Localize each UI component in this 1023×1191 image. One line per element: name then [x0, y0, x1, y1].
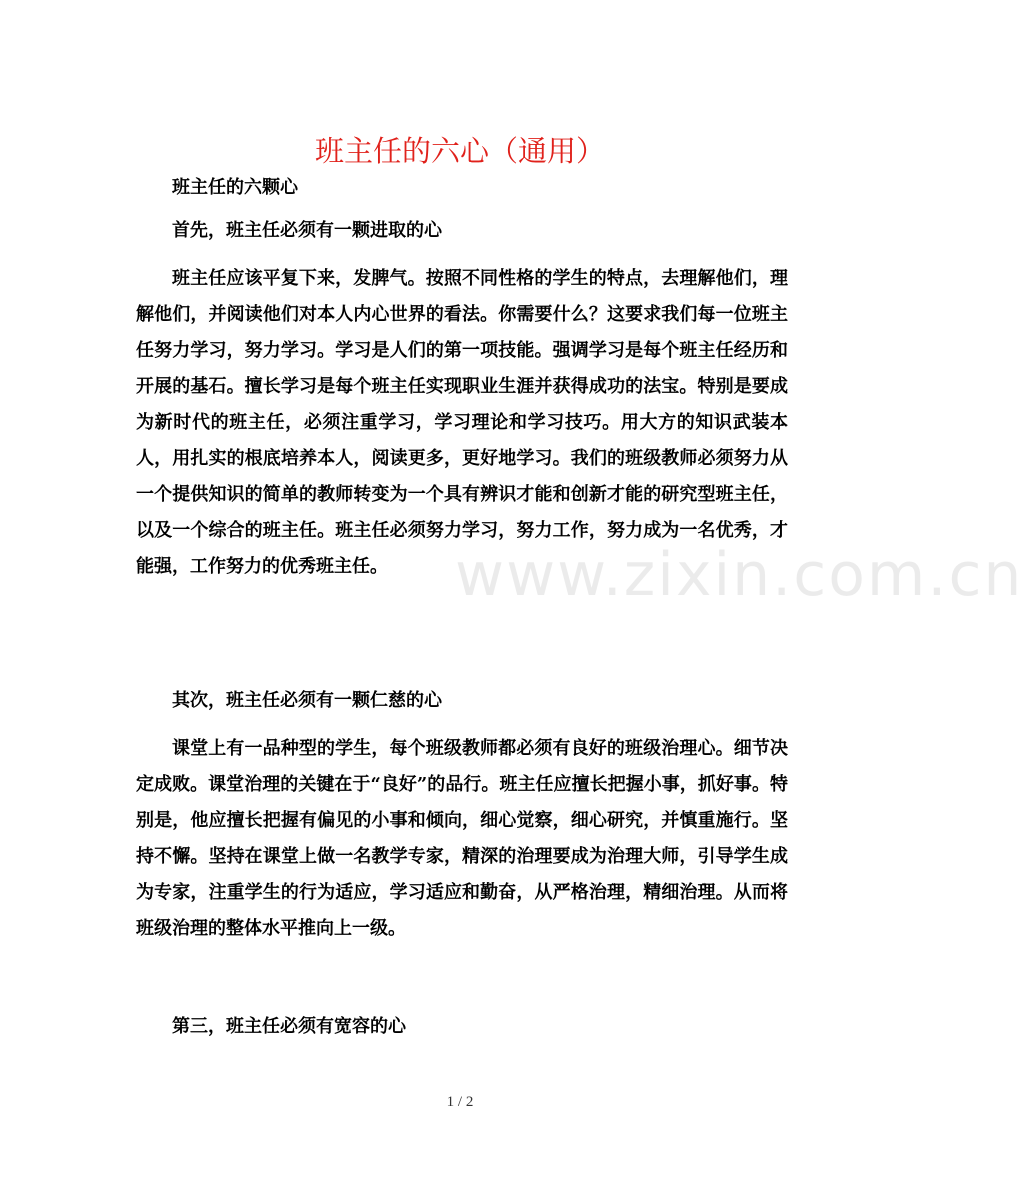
paragraph-heading-six-hearts: 班主任的六颗心 [172, 177, 298, 198]
document-title: 班主任的六心（通用） [314, 134, 605, 169]
paragraph-heading-third: 第三，班主任必须有宽容的心 [172, 1016, 406, 1037]
paragraph-heading-second: 其次，班主任必须有一颗仁慈的心 [172, 690, 442, 711]
watermark-text: www.zixin.com.cn [455, 540, 1023, 610]
paragraph-heading-first: 首先，班主任必须有一颗进取的心 [172, 220, 442, 241]
page-number: 1 / 2 [446, 1094, 474, 1110]
paragraph-body-second: 课堂上有一品种型的学生，每个班级教师都必须有良好的班级治理心。细节决定成败。课堂治理的关键在于“良好”的品行。班主任应擅长把握小事，抓好事。特别是，他应擅长把握有偏见的小事和倾向，细心觉察，细心研究，并慎重施行。坚持不懈。坚持在课堂上做一名教学专家，精深的治理要成为治理大师，引导学生成为专家，注重学生的行为适应，学习适应和勤奋，从严格治理，精细治理。从而将班级治理的整体水平推向上一级。 [136, 738, 788, 939]
paragraph-body-first: 班主任应该平复下来，发脾气。按照不同性格的学生的特点，去理解他们，理解他们，并阅读他们对本人内心世界的看法。你需要什么？这要求我们每一位班主任努力学习，努力学习。学习是人们的第一项技能。强调学习是每个班主任经历和开展的基石。擅长学习是每个班主任实现职业生涯并获得成功的法宝。特别是要成为新时代的班主任，必须注重学习，学习理论和学习技巧。用大方的知识武装本人，用扎实的根底培养本人，阅读更多，更好地学习。我们的班级教师必须努力从一个提供知识的简单的教师转变为一个具有辨识才能和创新才能的研究型班主任，以及一个综合的班主任。班主任必须努力学习，努力工作，努力成为一名优秀，才能强，工作努力的优秀班主任。 [136, 268, 788, 577]
